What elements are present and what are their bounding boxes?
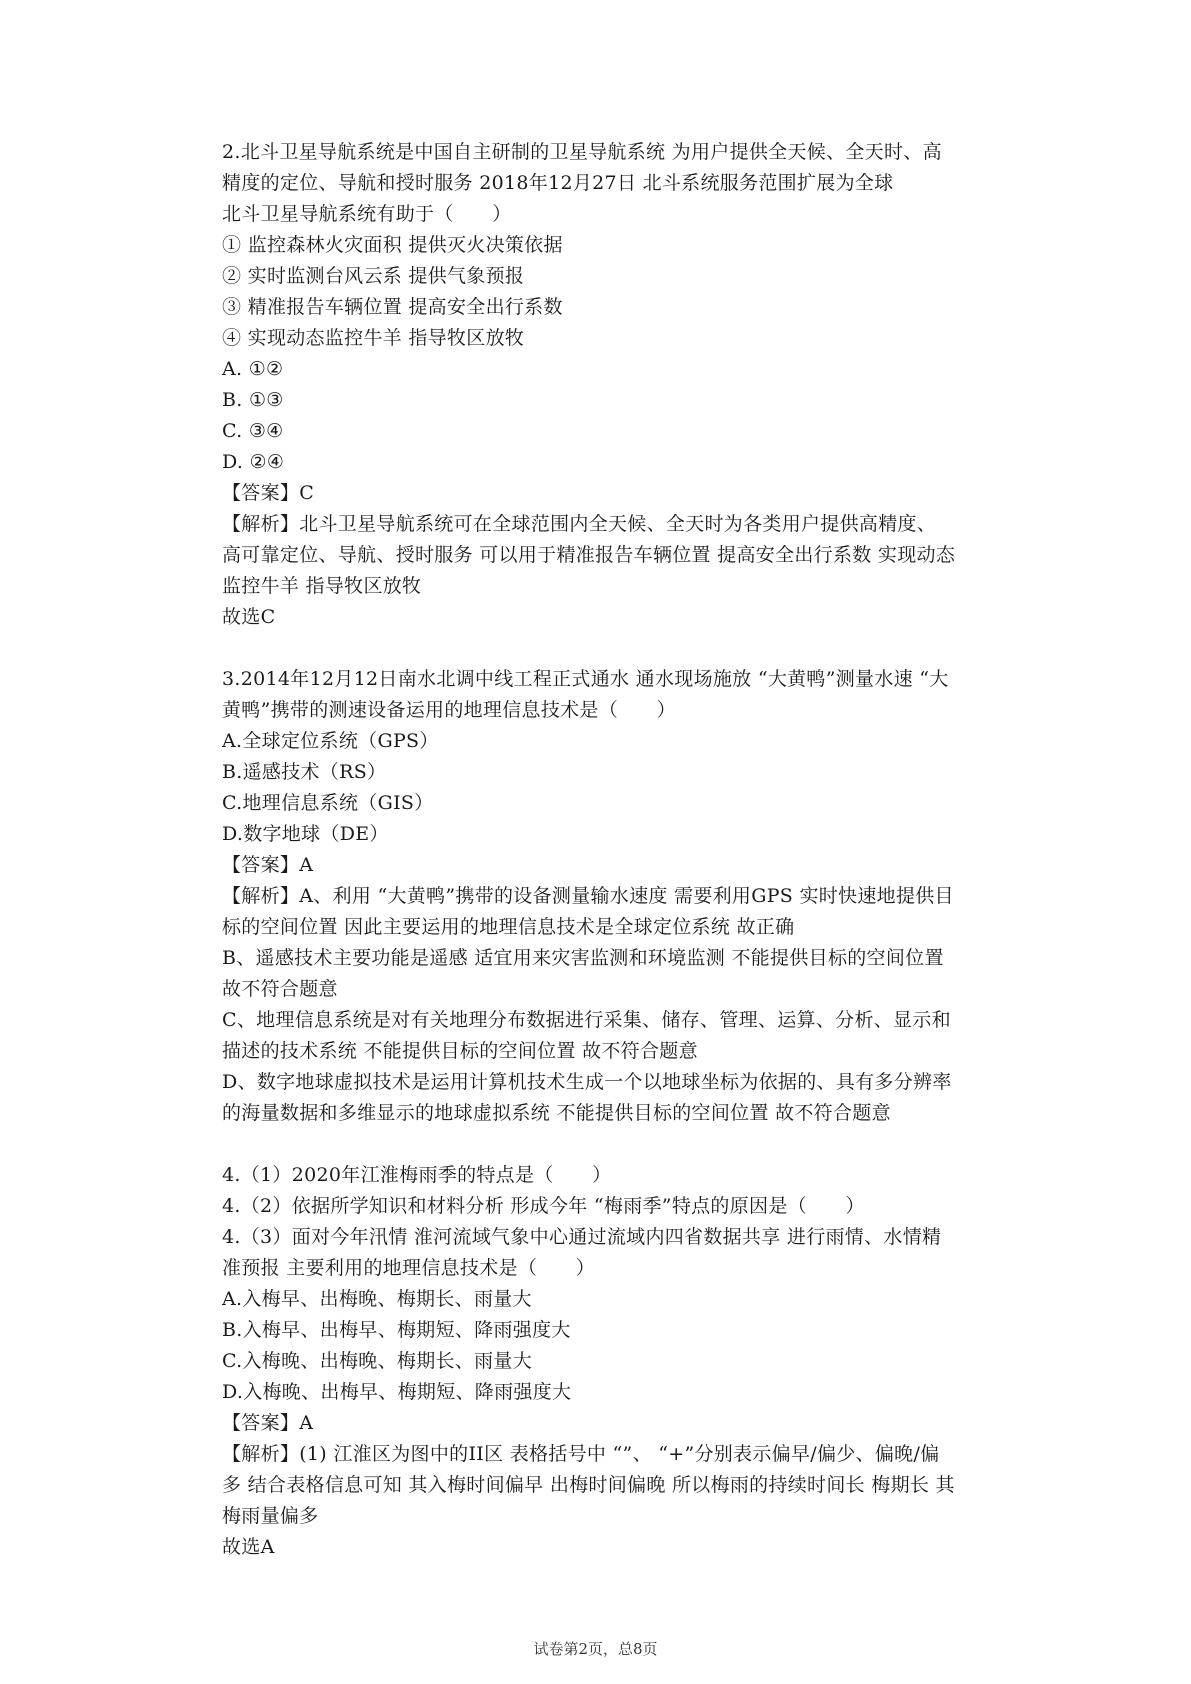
explanation: 标的空间位置 因此主要运用的地理信息技术是全球定位系统 故正确 <box>222 916 795 938</box>
question-text: 准预报 主要利用的地理信息技术是（ ） <box>222 1257 596 1279</box>
explanation: 故不符合题意 <box>222 978 338 1000</box>
statement-4: ④ 实现动态监控牛羊 指导牧区放牧 <box>222 327 525 349</box>
conclusion: 故选C <box>222 606 276 628</box>
answer: 【答案】C <box>222 482 315 504</box>
option-b: B. ①③ <box>222 389 284 411</box>
spacer <box>222 633 1022 664</box>
question-text: 4.（3）面对今年汛情 淮河流域气象中心通过流域内四省数据共享 进行雨情、水情精 <box>222 1226 942 1248</box>
explanation: 【解析】(1) 江淮区为图中的II区 表格括号中 “”、 “+”分别表示偏早/偏少、偏晚/偏 <box>222 1443 940 1465</box>
page-content <box>222 137 1022 1563</box>
option-c: C. ③④ <box>222 420 284 442</box>
page-footer: 试卷第2页，总8页 <box>533 1640 658 1658</box>
explanation: 监控牛羊 指导牧区放牧 <box>222 575 422 597</box>
question-text: 3.2014年12月12日南水北调中线工程正式通水 通水现场施放 “大黄鸭”测量水速 “大 <box>222 668 949 690</box>
option-d: D. ②④ <box>222 451 285 473</box>
explanation: B、遥感技术主要功能是遥感 适宜用来灾害监测和环境监测 不能提供目标的空间位置 <box>222 947 944 969</box>
explanation: D、数字地球虚拟技术是运用计算机技术生成一个以地球坐标为依据的、具有多分辨率 <box>222 1071 952 1093</box>
question-3 <box>222 664 1022 1129</box>
option-b: B.遥感技术（RS） <box>222 761 387 783</box>
option-c: C.入梅晚、出梅晚、梅期长、雨量大 <box>222 1350 533 1372</box>
statement-1: ① 监控森林火灾面积 提供灭火决策依据 <box>222 234 563 256</box>
question-2 <box>222 137 1022 633</box>
conclusion: 故选A <box>222 1536 275 1558</box>
question-text: 2.北斗卫星导航系统是中国自主研制的卫星导航系统 为用户提供全天候、全天时、高 <box>222 141 942 163</box>
option-d: D.数字地球（DE） <box>222 823 389 845</box>
question-text: 黄鸭”携带的测速设备运用的地理信息技术是（ ） <box>222 699 676 721</box>
question-text: 4.（2）依据所学知识和材料分析 形成今年 “梅雨季”特点的原因是（ ） <box>222 1195 865 1217</box>
answer: 【答案】A <box>222 1412 314 1434</box>
explanation: 高可靠定位、导航、授时服务 可以用于精准报告车辆位置 提高安全出行系数 实现动态 <box>222 544 956 566</box>
option-b: B.入梅早、出梅早、梅期短、降雨强度大 <box>222 1319 571 1341</box>
explanation: 【解析】北斗卫星导航系统可在全球范围内全天候、全天时为各类用户提供高精度、 <box>222 513 937 535</box>
option-c: C.地理信息系统（GIS） <box>222 792 434 814</box>
answer: 【答案】A <box>222 854 314 876</box>
statement-2: ② 实时监测台风云系 提供气象预报 <box>222 265 525 287</box>
option-a: A. ①② <box>222 358 284 380</box>
explanation: 的海量数据和多维显示的地球虚拟系统 不能提供目标的空间位置 故不符合题意 <box>222 1102 891 1124</box>
question-4 <box>222 1160 1022 1563</box>
explanation: 梅雨量偏多 <box>222 1505 319 1527</box>
explanation: 【解析】A、利用 “大黄鸭”携带的设备测量输水速度 需要利用GPS 实时快速地提供目 <box>222 885 954 907</box>
question-text: 北斗卫星导航系统有助于（ ） <box>222 203 512 225</box>
question-text: 精度的定位、导航和授时服务 2018年12月27日 北斗系统服务范围扩展为全球 <box>222 172 894 194</box>
option-a: A.入梅早、出梅晚、梅期长、雨量大 <box>222 1288 532 1310</box>
question-text: 4.（1）2020年江淮梅雨季的特点是（ ） <box>222 1164 612 1186</box>
explanation: C、地理信息系统是对有关地理分布数据进行采集、储存、管理、运算、分析、显示和 <box>222 1009 951 1031</box>
explanation: 描述的技术系统 不能提供目标的空间位置 故不符合题意 <box>222 1040 698 1062</box>
option-a: A.全球定位系统（GPS） <box>222 730 439 752</box>
statement-3: ③ 精准报告车辆位置 提高安全出行系数 <box>222 296 563 318</box>
option-d: D.入梅晚、出梅早、梅期短、降雨强度大 <box>222 1381 572 1403</box>
spacer <box>222 1129 1022 1160</box>
explanation: 多 结合表格信息可知 其入梅时间偏早 出梅时间偏晚 所以梅雨的持续时间长 梅期长 其 <box>222 1474 955 1496</box>
